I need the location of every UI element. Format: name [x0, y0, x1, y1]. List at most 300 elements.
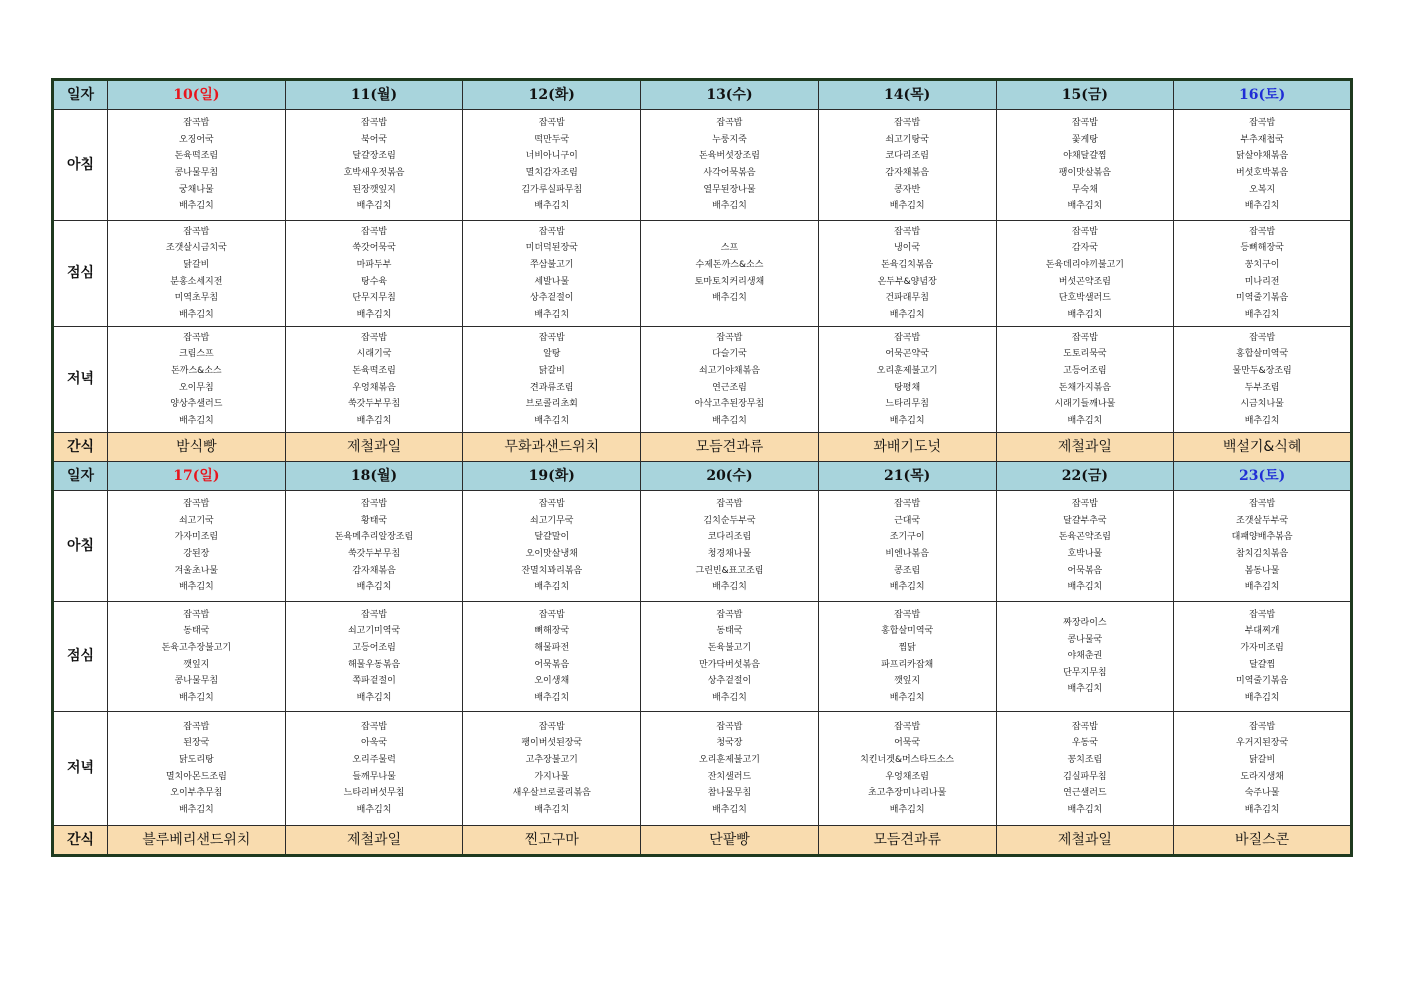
menu-item: 연근샐러드 — [1063, 788, 1107, 799]
menu-item: 새우살브로콜리볶음 — [512, 788, 591, 799]
lunch-menu-cell — [1174, 221, 1352, 327]
menu-item: 두부조림 — [1244, 382, 1280, 393]
snack-cell: 제철과일 — [996, 433, 1174, 462]
day-header-17: 17(일) — [108, 462, 286, 491]
menu-item: 어묵국 — [894, 738, 921, 749]
date-row-label: 일자 — [53, 80, 108, 110]
lunch-menu-cell — [1174, 602, 1352, 712]
snack-cell: 제철과일 — [996, 826, 1174, 856]
menu-item: 닭살야채볶음 — [1236, 151, 1289, 162]
menu-item: 그린빈&표고조림 — [695, 565, 764, 576]
menu-item: 브로콜리초회 — [525, 399, 578, 410]
menu-item: 멸치감자조림 — [525, 168, 578, 178]
menu-item: 된장국 — [183, 738, 210, 749]
menu-item: 우엉채조림 — [885, 771, 929, 782]
menu-item: 배추김치 — [1067, 804, 1103, 815]
date-header-row-week2 — [53, 462, 1352, 491]
menu-item: 잡곡밥 — [1071, 118, 1098, 129]
menu-item: 배추김치 — [889, 309, 925, 320]
menu-item: 배추김치 — [1244, 309, 1280, 320]
dinner-menu-cell — [463, 712, 641, 826]
lunch-menu-cell — [641, 221, 819, 327]
menu-item: 감자국 — [1071, 243, 1098, 254]
lunch-menu-cell — [285, 221, 463, 327]
menu-item: 잡곡밥 — [1071, 332, 1098, 343]
menu-item: 쇠고기미역국 — [347, 626, 401, 637]
menu-item: 오이무침 — [178, 382, 214, 393]
menu-item: 배추김치 — [178, 201, 214, 212]
menu-item: 미나리전 — [1244, 276, 1280, 287]
menu-item: 단무지무침 — [1063, 667, 1107, 678]
menu-item: 잡곡밥 — [538, 118, 565, 129]
menu-item: 조기구이 — [889, 532, 925, 543]
menu-item: 배추김치 — [534, 201, 570, 212]
menu-item: 잡곡밥 — [361, 721, 388, 732]
menu-item: 잡곡밥 — [1071, 226, 1098, 237]
menu-item: 열무된장나물 — [703, 184, 756, 195]
breakfast-menu-cell — [996, 491, 1174, 602]
menu-item: 잡곡밥 — [538, 226, 565, 237]
menu-item: 물만두&장조림 — [1232, 365, 1292, 376]
menu-item: 고등어조림 — [1063, 365, 1107, 376]
menu-item: 배추김치 — [178, 309, 214, 320]
menu-item: 배추김치 — [1244, 692, 1280, 703]
menu-item: 잡곡밥 — [1249, 332, 1276, 343]
menu-item: 사각어묵볶음 — [703, 168, 756, 178]
menu-item: 홍합살미역국 — [1236, 349, 1289, 360]
menu-item: 고등어조림 — [352, 642, 396, 653]
menu-item: 잡곡밥 — [361, 332, 388, 343]
menu-item: 오이부추무침 — [170, 788, 223, 799]
menu-item: 잡곡밥 — [894, 499, 921, 510]
menu-item: 배추김치 — [356, 309, 392, 320]
menu-item: 콩나물국 — [1067, 634, 1103, 645]
lunch-row-week2 — [53, 602, 1352, 712]
dinner-menu-cell — [1174, 712, 1352, 826]
menu-item: 돈육떡조림 — [352, 365, 396, 376]
menu-item: 돈육버섯장조림 — [699, 151, 760, 162]
dinner-menu-cell — [285, 712, 463, 826]
menu-item: 멸치아몬드조림 — [165, 771, 227, 782]
menu-item: 무숙채 — [1071, 184, 1098, 195]
menu-item: 된장깻잎지 — [352, 184, 396, 195]
lunch-menu-cell — [285, 602, 463, 712]
menu-item: 오리훈제불고기 — [876, 365, 938, 376]
menu-item: 배추김치 — [1067, 684, 1103, 695]
menu-item: 배추김치 — [356, 201, 392, 212]
menu-item: 잡곡밥 — [1249, 118, 1276, 129]
dinner-menu-cell — [818, 327, 996, 433]
menu-item: 탕수육 — [361, 276, 388, 287]
day-header-13: 13(수) — [641, 80, 819, 110]
menu-item: 떡만두국 — [534, 134, 570, 145]
menu-item: 연근조림 — [712, 382, 747, 393]
menu-item: 오복지 — [1249, 184, 1276, 195]
menu-item: 청경채나물 — [707, 549, 752, 559]
menu-item: 배추김치 — [712, 415, 747, 426]
menu-item: 깻잎지 — [183, 659, 210, 670]
menu-item: 스프 — [720, 243, 739, 254]
menu-item: 배추김치 — [534, 415, 570, 426]
snack-cell: 모듬견과류 — [818, 826, 996, 856]
breakfast-row-week1 — [53, 110, 1352, 221]
menu-item: 배추김치 — [178, 692, 214, 703]
menu-item: 배추김치 — [534, 692, 570, 703]
menu-item: 가자미조림 — [174, 532, 219, 543]
menu-item: 잡곡밥 — [1249, 609, 1276, 620]
menu-item: 달걀장조림 — [352, 151, 396, 162]
menu-item: 황태국 — [361, 515, 388, 526]
menu-item: 배추김치 — [356, 692, 392, 703]
day-header-11: 11(월) — [285, 80, 463, 110]
menu-item: 시금치나물 — [1240, 399, 1284, 410]
menu-item: 가지나물 — [534, 771, 570, 782]
lunch-row-week1 — [53, 221, 1352, 327]
dinner-menu-cell — [996, 712, 1174, 826]
menu-item: 잡곡밥 — [1249, 721, 1276, 732]
menu-item: 배추김치 — [534, 582, 570, 593]
menu-item: 돈육떡조림 — [174, 151, 219, 162]
dinner-menu-cell — [108, 327, 286, 433]
menu-item: 쑥갓두부무침 — [347, 549, 401, 559]
menu-item: 호박새우젓볶음 — [343, 168, 405, 178]
menu-item: 너비아니구이 — [525, 151, 578, 162]
lunch-row-label: 점심 — [53, 221, 108, 327]
menu-item: 닭갈비 — [1249, 754, 1276, 765]
menu-item: 동태국 — [716, 626, 743, 637]
snack-cell: 제철과일 — [285, 826, 463, 856]
menu-item: 잡곡밥 — [1071, 499, 1098, 510]
breakfast-menu-cell — [818, 491, 996, 602]
breakfast-row-label: 아침 — [53, 110, 108, 221]
menu-item: 잡곡밥 — [361, 226, 388, 237]
day-header-20: 20(수) — [641, 462, 819, 491]
menu-item: 배추김치 — [178, 415, 214, 426]
menu-item: 궁채나물 — [178, 184, 214, 195]
menu-item: 초고추장미나리나물 — [868, 788, 947, 799]
menu-item: 콩나물무침 — [174, 676, 219, 687]
menu-item: 잡곡밥 — [716, 332, 743, 343]
lunch-menu-cell — [108, 221, 286, 327]
menu-item: 잡곡밥 — [361, 609, 388, 620]
day-header-10: 10(일) — [108, 80, 286, 110]
menu-item: 도라지생채 — [1240, 771, 1284, 782]
snack-cell: 바질스콘 — [1174, 826, 1352, 856]
breakfast-menu-cell — [996, 110, 1174, 221]
menu-item: 쇠고기무국 — [530, 515, 574, 526]
menu-item: 오이생채 — [534, 676, 570, 687]
dinner-menu-cell — [641, 327, 819, 433]
snack-cell: 무화과샌드위치 — [463, 433, 641, 462]
lunch-menu-cell — [818, 221, 996, 327]
menu-item: 양상추샐러드 — [170, 399, 223, 410]
menu-item: 달걀찜 — [1249, 659, 1276, 670]
day-header-19: 19(화) — [463, 462, 641, 491]
menu-item: 마파두부 — [356, 259, 392, 270]
day-header-21: 21(목) — [818, 462, 996, 491]
breakfast-menu-cell — [1174, 110, 1352, 221]
menu-item: 시래기국 — [356, 349, 392, 360]
menu-item: 강된장 — [183, 549, 210, 559]
menu-item: 콩나물무침 — [174, 168, 219, 178]
snack-cell: 밤식빵 — [108, 433, 286, 462]
menu-item: 배추김치 — [356, 804, 392, 815]
menu-item: 팽이버섯된장국 — [521, 738, 583, 749]
menu-item: 잡곡밥 — [538, 499, 565, 510]
menu-item: 쇠고기야채볶음 — [699, 365, 760, 376]
breakfast-row-label: 아침 — [53, 491, 108, 602]
menu-item: 누룽지죽 — [712, 134, 747, 145]
menu-item: 배추김치 — [1067, 201, 1103, 212]
weekly-meal-table — [51, 78, 1353, 857]
dinner-row-week2 — [53, 712, 1352, 826]
menu-item: 김치순두부국 — [703, 515, 756, 526]
menu-item: 배추김치 — [712, 582, 747, 593]
menu-item: 대패양배추볶음 — [1231, 532, 1293, 543]
dinner-row-week1 — [53, 327, 1352, 433]
dinner-menu-cell — [996, 327, 1174, 433]
menu-item: 오징어국 — [178, 134, 214, 145]
menu-item: 건파래무침 — [885, 293, 929, 304]
menu-item: 크림스프 — [178, 349, 214, 360]
menu-item: 어묵곤약국 — [885, 349, 929, 360]
menu-item: 느타리버섯무침 — [343, 788, 405, 799]
menu-item: 배추김치 — [889, 201, 925, 212]
lunch-menu-cell — [463, 602, 641, 712]
menu-item: 수제돈까스&소스 — [695, 259, 764, 270]
menu-item: 온두부&양념장 — [877, 276, 937, 287]
menu-item: 세발나물 — [534, 276, 570, 287]
breakfast-menu-cell — [818, 110, 996, 221]
menu-item: 배추김치 — [889, 415, 925, 426]
menu-item: 잡곡밥 — [538, 332, 565, 343]
dinner-menu-cell — [463, 327, 641, 433]
menu-item: 잡곡밥 — [361, 118, 388, 129]
menu-item: 쑥갓두부무침 — [347, 399, 401, 410]
lunch-menu-cell — [996, 221, 1174, 327]
day-header-23: 23(토) — [1174, 462, 1352, 491]
snack-row-week2 — [53, 826, 1352, 856]
menu-item: 코다리조림 — [707, 532, 752, 543]
breakfast-menu-cell — [285, 491, 463, 602]
menu-item: 아삭고추된장무침 — [694, 399, 765, 410]
day-header-22: 22(금) — [996, 462, 1174, 491]
menu-item: 김가루실파무침 — [521, 184, 583, 195]
lunch-menu-cell — [996, 602, 1174, 712]
dinner-menu-cell — [818, 712, 996, 826]
menu-item: 미역줄기볶음 — [1236, 293, 1289, 304]
menu-item: 만가닥버섯볶음 — [699, 659, 760, 670]
dinner-row-label: 저녁 — [53, 712, 108, 826]
menu-item: 감자채볶음 — [885, 168, 929, 178]
menu-item: 도토리묵국 — [1063, 349, 1107, 360]
menu-item: 잡곡밥 — [894, 609, 921, 620]
menu-item: 느타리무침 — [885, 399, 929, 410]
snack-row-week1 — [53, 433, 1352, 462]
menu-item: 돈육불고기 — [707, 642, 752, 653]
menu-item: 봄동나물 — [1244, 565, 1280, 576]
menu-item: 우엉채볶음 — [352, 382, 396, 393]
snack-row-label: 간식 — [53, 433, 108, 462]
menu-item: 우동국 — [1071, 738, 1098, 749]
menu-item: 잡곡밥 — [1249, 226, 1276, 237]
menu-item: 근대국 — [894, 515, 921, 526]
menu-item: 잡곡밥 — [183, 499, 210, 510]
menu-item: 쇠고기탕국 — [885, 134, 929, 145]
menu-item: 닭갈비 — [183, 259, 210, 270]
menu-item: 잡곡밥 — [894, 721, 921, 732]
menu-item: 꽃게탕 — [1071, 134, 1098, 145]
menu-item: 버섯호박볶음 — [1236, 168, 1289, 178]
menu-item: 오이맛살냉채 — [525, 549, 578, 559]
dinner-row-label: 저녁 — [53, 327, 108, 433]
menu-item: 팽이맛살볶음 — [1058, 168, 1111, 178]
dinner-menu-cell — [641, 712, 819, 826]
snack-cell: 단팥빵 — [641, 826, 819, 856]
menu-item: 잡곡밥 — [538, 721, 565, 732]
menu-item: 잡곡밥 — [183, 332, 210, 343]
menu-item: 탕평채 — [894, 382, 921, 393]
menu-item: 등뼈해장국 — [1240, 243, 1284, 254]
menu-item: 미역줄기볶음 — [1236, 676, 1289, 687]
menu-item: 배추김치 — [712, 201, 747, 212]
menu-item: 아욱국 — [361, 738, 388, 749]
menu-item: 잡곡밥 — [183, 118, 210, 129]
snack-cell: 제철과일 — [285, 433, 463, 462]
menu-item: 단호박샐러드 — [1058, 293, 1111, 304]
menu-item: 해물파전 — [534, 642, 570, 653]
menu-item: 코다리조림 — [885, 151, 929, 162]
menu-item: 배추김치 — [356, 415, 392, 426]
menu-item: 돈육메추리알장조림 — [334, 532, 414, 543]
menu-item: 배추김치 — [889, 582, 925, 593]
menu-item: 겨울초나물 — [174, 565, 219, 576]
snack-row-label: 간식 — [53, 826, 108, 856]
breakfast-menu-cell — [285, 110, 463, 221]
menu-item: 부추재첩국 — [1240, 134, 1284, 145]
menu-item: 우거지된장국 — [1236, 738, 1289, 749]
day-header-16: 16(토) — [1174, 80, 1352, 110]
menu-item: 배추김치 — [1244, 415, 1280, 426]
menu-item: 배추김치 — [889, 692, 925, 703]
menu-item: 닭도리탕 — [178, 754, 214, 765]
menu-item: 잡곡밥 — [716, 118, 743, 129]
menu-item: 조갯살시금치국 — [165, 243, 227, 254]
menu-item: 배추김치 — [1067, 415, 1103, 426]
breakfast-row-week2 — [53, 491, 1352, 602]
menu-item: 배추김치 — [1244, 582, 1280, 593]
menu-item: 상추겉절이 — [707, 676, 752, 687]
menu-item: 버섯곤약조림 — [1058, 276, 1111, 287]
menu-item: 홍합살미역국 — [881, 626, 934, 637]
menu-item: 배추김치 — [712, 293, 747, 304]
menu-item: 돈채가지볶음 — [1058, 382, 1111, 393]
menu-item: 돈까스&소스 — [171, 365, 222, 376]
menu-item: 시래기들깨나물 — [1054, 399, 1116, 410]
date-row-label: 일자 — [53, 462, 108, 491]
menu-item: 잡곡밥 — [183, 226, 210, 237]
menu-item: 돈육데리야끼불고기 — [1045, 259, 1124, 270]
dinner-menu-cell — [108, 712, 286, 826]
menu-item: 미더덕된장국 — [525, 243, 578, 254]
menu-item: 비엔나볶음 — [885, 549, 929, 559]
menu-item: 달걀부추국 — [1063, 515, 1107, 526]
menu-item: 잡곡밥 — [183, 609, 210, 620]
menu-item: 동태국 — [183, 626, 210, 637]
menu-item: 잡곡밥 — [716, 721, 743, 732]
menu-item: 돈육곤약조림 — [1058, 532, 1111, 543]
menu-item: 잔멸치꽈리볶음 — [521, 565, 583, 576]
menu-item: 고추장불고기 — [525, 754, 578, 765]
menu-item: 단무지무침 — [352, 293, 396, 304]
menu-item: 오리주물럭 — [352, 754, 396, 765]
menu-item: 배추김치 — [356, 582, 392, 593]
snack-cell: 백설기&식혜 — [1174, 433, 1352, 462]
menu-item: 뼈해장국 — [534, 626, 570, 637]
menu-item: 치킨너겟&머스타드소스 — [860, 754, 955, 765]
snack-cell: 찐고구마 — [463, 826, 641, 856]
menu-item: 잡곡밥 — [361, 499, 388, 510]
menu-item: 쪽파겉절이 — [352, 676, 396, 687]
menu-item: 배추김치 — [534, 804, 570, 815]
menu-item: 배추김치 — [1244, 201, 1280, 212]
menu-item: 잡곡밥 — [183, 721, 210, 732]
menu-item: 알탕 — [543, 349, 561, 360]
menu-item: 다슬기국 — [712, 349, 747, 360]
snack-cell: 블루베리샌드위치 — [108, 826, 286, 856]
menu-item: 찜닭 — [898, 642, 916, 653]
lunch-menu-cell — [641, 602, 819, 712]
breakfast-menu-cell — [641, 110, 819, 221]
menu-item: 김실파무침 — [1063, 771, 1107, 782]
menu-item: 잡곡밥 — [716, 609, 743, 620]
menu-item: 잡곡밥 — [538, 609, 565, 620]
menu-item: 감자채볶음 — [352, 565, 396, 576]
menu-item: 어묵볶음 — [1067, 565, 1103, 576]
menu-item: 상추겉절이 — [530, 293, 574, 304]
menu-item: 배추김치 — [1067, 582, 1103, 593]
menu-item: 배추김치 — [178, 804, 214, 815]
breakfast-menu-cell — [108, 110, 286, 221]
breakfast-menu-cell — [108, 491, 286, 602]
menu-item: 잡곡밥 — [894, 332, 921, 343]
day-header-12: 12(화) — [463, 80, 641, 110]
menu-item: 야채달걀찜 — [1063, 151, 1107, 162]
menu-item: 꽁치조림 — [1067, 754, 1103, 765]
menu-item: 호박나물 — [1067, 549, 1103, 559]
lunch-menu-cell — [818, 602, 996, 712]
menu-item: 닭갈비 — [538, 365, 565, 376]
day-header-15: 15(금) — [996, 80, 1174, 110]
menu-item: 쇠고기국 — [178, 515, 214, 526]
menu-item: 청국장 — [716, 738, 743, 749]
menu-item: 배추김치 — [534, 309, 570, 320]
menu-item: 토마토치커리생채 — [694, 276, 765, 287]
menu-item: 배추김치 — [1067, 309, 1103, 320]
menu-item: 달걀말이 — [534, 532, 570, 543]
menu-item: 콩조림 — [894, 565, 921, 576]
menu-item: 깻잎지 — [894, 676, 921, 687]
day-header-14: 14(목) — [818, 80, 996, 110]
menu-item: 가자미조림 — [1240, 642, 1284, 653]
menu-item: 북어국 — [361, 134, 388, 145]
day-header-18: 18(월) — [285, 462, 463, 491]
snack-cell: 꽈배기도넛 — [818, 433, 996, 462]
menu-item: 부대찌개 — [1244, 626, 1280, 637]
menu-item: 배추김치 — [889, 804, 925, 815]
breakfast-menu-cell — [1174, 491, 1352, 602]
menu-item: 돈육고추장불고기 — [161, 642, 232, 653]
